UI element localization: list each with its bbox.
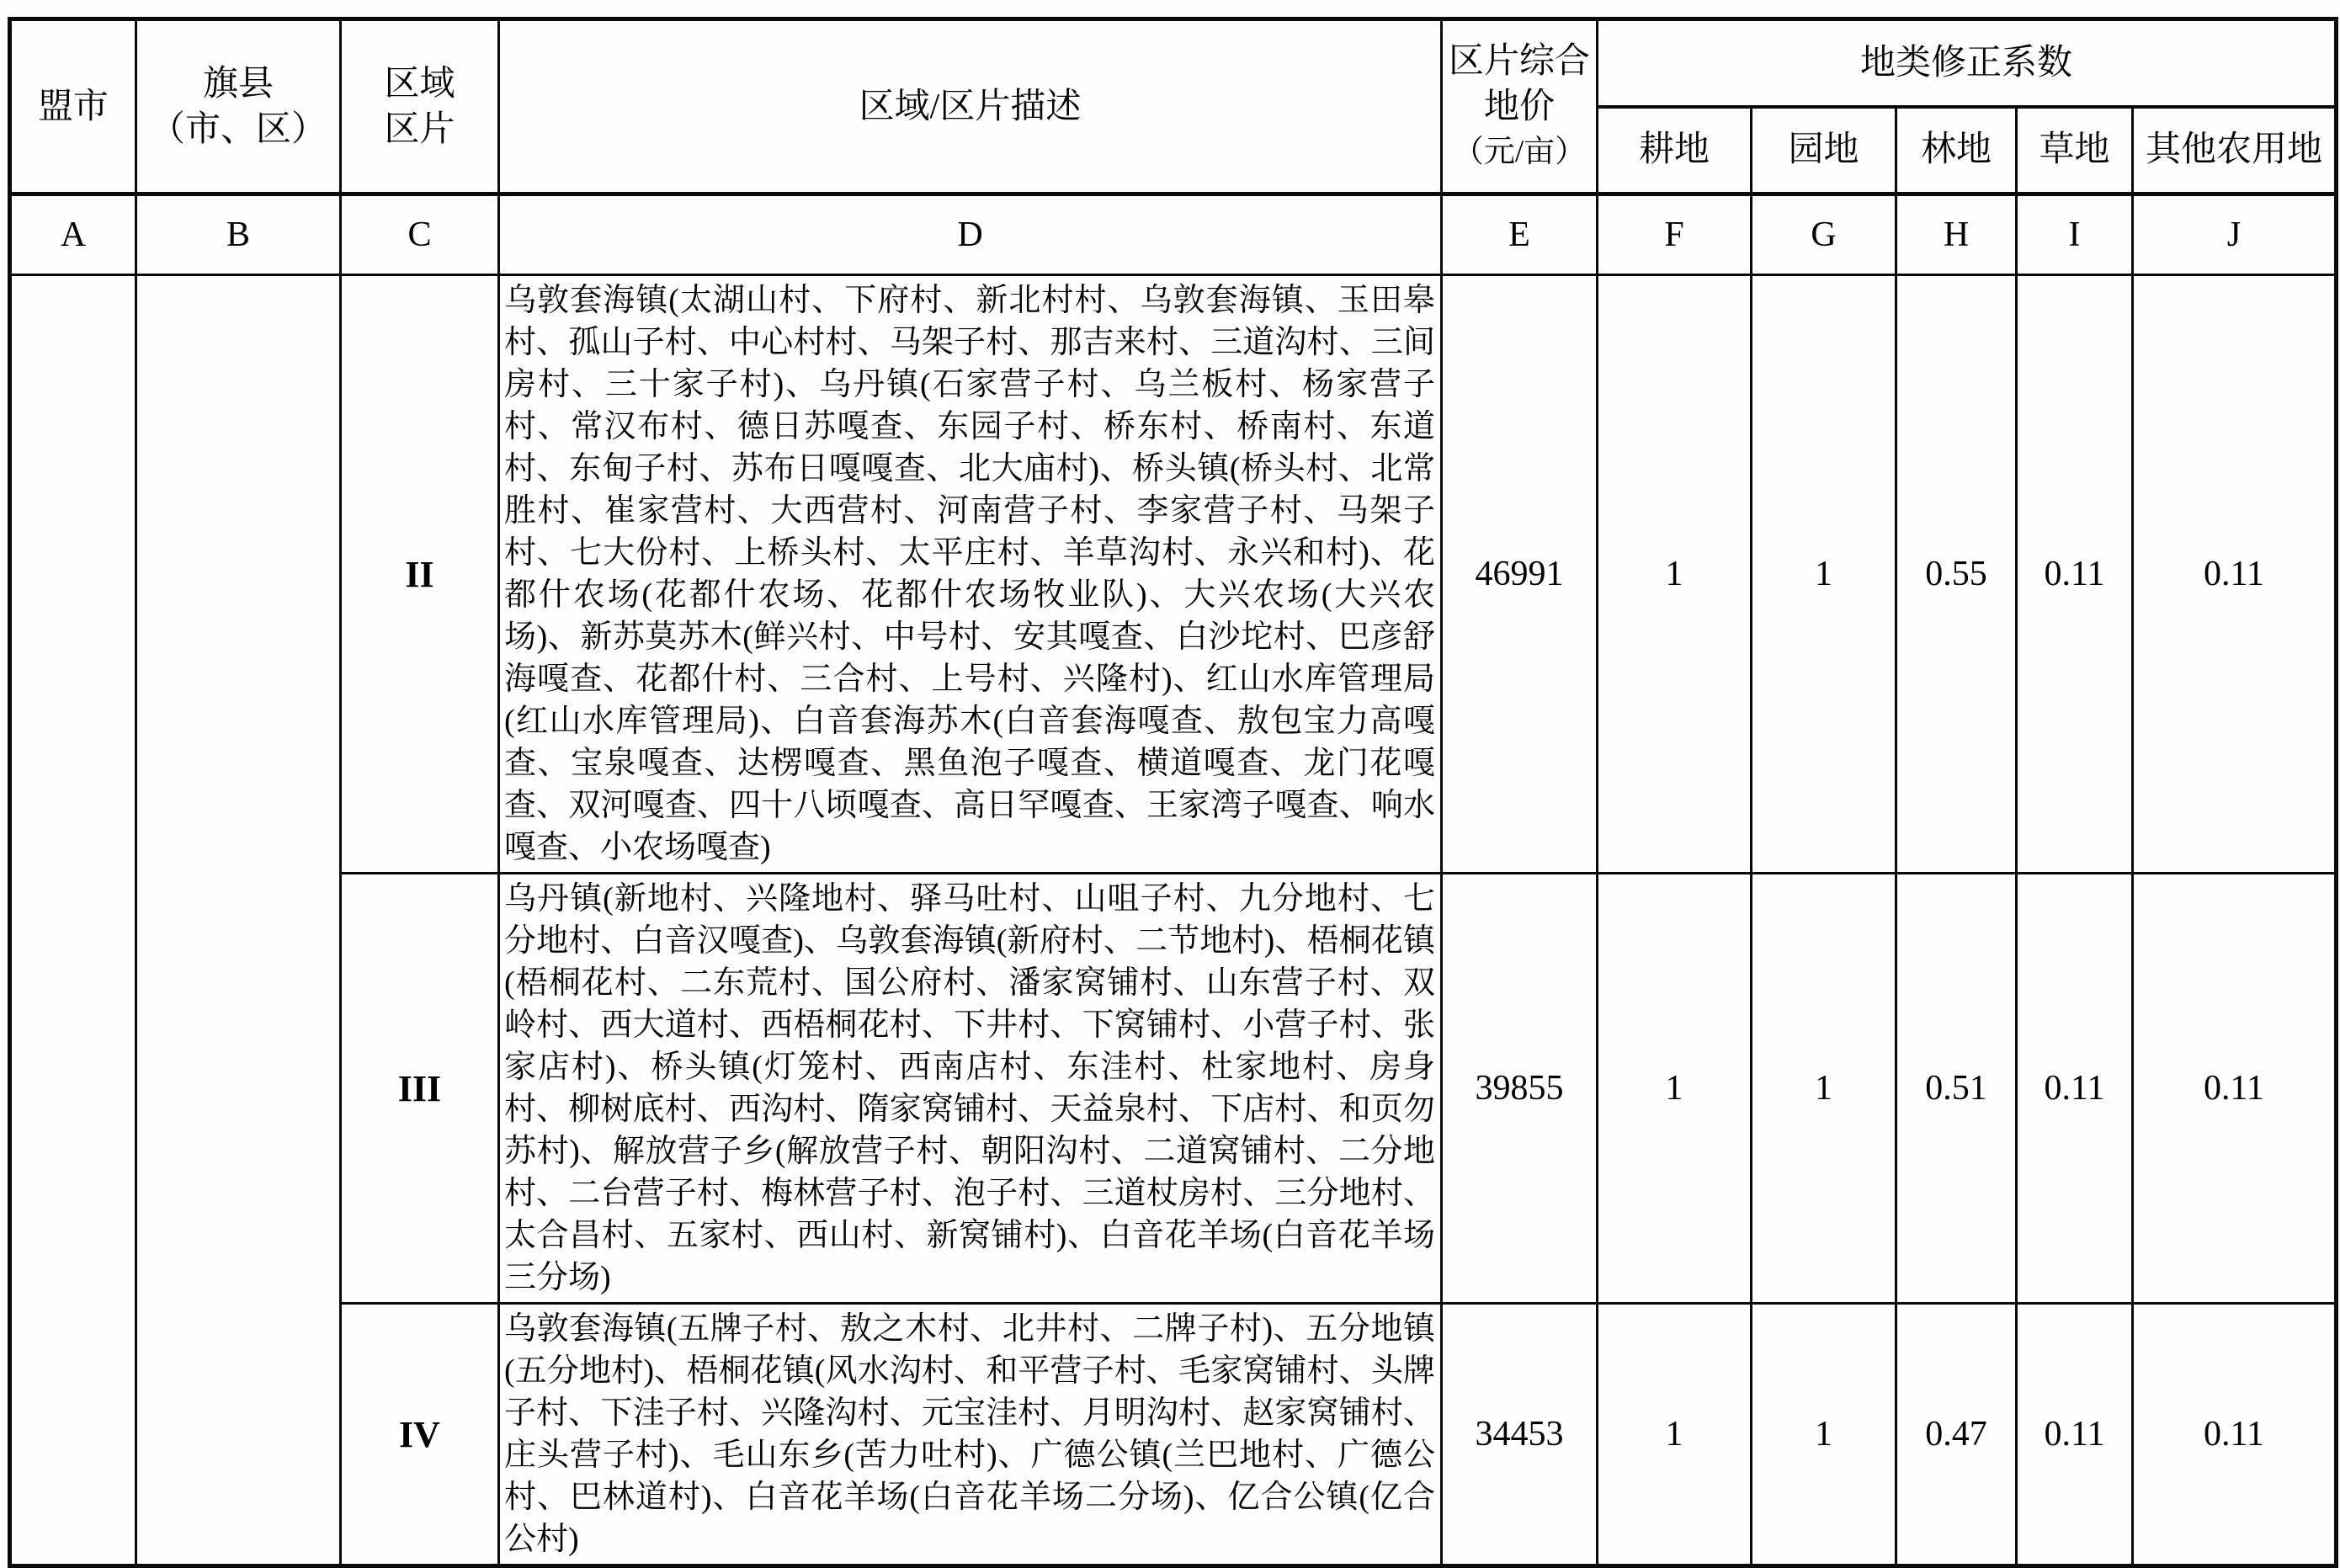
- cell-qixian-empty: [136, 275, 341, 1566]
- header-coef-group: [1598, 19, 2337, 107]
- header-lindi: 林地: [1896, 107, 2017, 194]
- column-letter-j: J: [2133, 194, 2337, 275]
- coef-yuandi-ii: 1: [1752, 275, 1896, 874]
- table-row-zone-iii: [10, 874, 2337, 1304]
- header-qixian: [136, 19, 341, 194]
- zone-description-iv: [499, 1304, 1442, 1566]
- header-description: [499, 19, 1442, 194]
- coef-yuandi-iii: 1: [1752, 874, 1896, 1304]
- header-qixian-line1: 旗县: [202, 64, 274, 104]
- header-price-line1: 区片综合: [1448, 41, 1590, 81]
- coef-gengdi-iv: 1: [1598, 1304, 1752, 1566]
- zone-description-iv-text: 乌敦套海镇(五牌子村、敖之木村、北井村、二牌子村)、五分地镇(五分地村)、梧桐花镇(风水沟村、和平营子村、毛家窝铺村、头牌子村、下洼子村、兴隆沟村、元宝洼村、月明沟村、赵家窝铺村、庄头营子村)、毛山东乡(苦力吐村)、广德公镇(兰巴地村、广德公村、巴林道村)、白音花羊场(白音花羊场二分场)、亿合公镇(亿合公村): [504, 1311, 1435, 1557]
- header-qita-nongyongdi: 其他农用地: [2133, 107, 2337, 194]
- table-row-zone-ii: [10, 275, 2337, 874]
- header-coef-group-label: 地类修正系数: [1859, 43, 2072, 82]
- header-price: [1442, 19, 1598, 194]
- header-quyu-line2: 区片: [384, 109, 455, 149]
- coef-qita-ii: 0.11: [2133, 275, 2337, 874]
- header-description-label: 区域/区片描述: [859, 87, 1082, 126]
- column-letter-e: E: [1442, 194, 1598, 275]
- column-letter-i: I: [2017, 194, 2133, 275]
- cell-mengshi-empty: [10, 275, 136, 1566]
- land-price-table: [8, 17, 2338, 1568]
- header-mengshi: [10, 19, 136, 194]
- price-value-iv: 34453: [1442, 1304, 1598, 1566]
- coef-lindi-iii: 0.51: [1896, 874, 2017, 1304]
- header-price-line3: （元/亩）: [1452, 134, 1587, 169]
- coef-lindi-ii: 0.55: [1896, 275, 2017, 874]
- price-value-iii: 39855: [1442, 874, 1598, 1304]
- zone-description-ii: [499, 275, 1442, 874]
- coef-gengdi-ii: 1: [1598, 275, 1752, 874]
- zone-label-iii: III: [341, 874, 499, 1304]
- price-value-ii: 46991: [1442, 275, 1598, 874]
- header-row-1: [10, 19, 2337, 107]
- column-letter-b: B: [136, 194, 341, 275]
- column-letter-f: F: [1598, 194, 1752, 275]
- zone-label-iv: IV: [341, 1304, 499, 1566]
- table-row-zone-iv: [10, 1304, 2337, 1566]
- header-caodi: 草地: [2017, 107, 2133, 194]
- header-quyu-qupian: [341, 19, 499, 194]
- zone-description-ii-text: 乌敦套海镇(太湖山村、下府村、新北村村、乌敦套海镇、玉田皋村、孤山子村、中心村村、马架子村、那吉来村、三道沟村、三间房村、三十家子村)、乌丹镇(石家营子村、乌兰板村、杨家营子村、常汉布村、德日苏嘎查、东园子村、桥东村、桥南村、东道村、东甸子村、苏布日嘎嘎查、北大庙村)、桥头镇(桥头村、北常胜村、崔家营村、大西营村、河南营子村、李家营子村、马架子村、七大份村、上桥头村、太平庄村、羊草沟村、永兴和村)、花都什农场(花都什农场、花都什农场牧业队)、大兴农场(大兴农场)、新苏莫苏木(鲜兴村、中号村、安其嘎查、白沙坨村、巴彦舒海嘎查、花都什村、三合村、上号村、兴隆村)、红山水库管理局(红山水库管理局)、白音套海苏木(白音套海嘎查、敖包宝力高嘎查、宝泉嘎查、达楞嘎查、黑鱼泡子嘎查、横道嘎查、龙门花嘎查、双河嘎查、四十八顷嘎查、高日罕嘎查、王家湾子嘎查、响水嘎查、小农场嘎查): [504, 283, 1435, 865]
- coef-caodi-ii: 0.11: [2017, 275, 2133, 874]
- column-letter-row: [10, 194, 2337, 275]
- header-qixian-line2: （市、区）: [149, 109, 327, 149]
- header-quyu-line1: 区域: [384, 64, 455, 104]
- header-price-line2: 地价: [1483, 87, 1555, 126]
- zone-description-iii-text: 乌丹镇(新地村、兴隆地村、驿马吐村、山咀子村、九分地村、七分地村、白音汉嘎查)、乌敦套海镇(新府村、二节地村)、梧桐花镇(梧桐花村、二东荒村、国公府村、潘家窝铺村、山东营子村、双岭村、西大道村、西梧桐花村、下井村、下窝铺村、小营子村、张家店村)、桥头镇(灯笼村、西南店村、东洼村、杜家地村、房身村、柳树底村、西沟村、隋家窝铺村、天益泉村、下店村、和页勿苏村)、解放营子乡(解放营子村、朝阳沟村、二道窝铺村、二分地村、二台营子村、梅林营子村、泡子村、三道杖房村、三分地村、太合昌村、五家村、西山村、新窝铺村)、白音花羊场(白音花羊场三分场): [504, 881, 1435, 1295]
- coef-gengdi-iii: 1: [1598, 874, 1752, 1304]
- header-yuandi: 园地: [1752, 107, 1896, 194]
- coef-qita-iv: 0.11: [2133, 1304, 2337, 1566]
- zone-description-iii: [499, 874, 1442, 1304]
- column-letter-d: D: [499, 194, 1442, 275]
- coef-yuandi-iv: 1: [1752, 1304, 1896, 1566]
- coef-caodi-iv: 0.11: [2017, 1304, 2133, 1566]
- header-mengshi-label: 盟市: [37, 87, 109, 126]
- column-letter-h: H: [1896, 194, 2017, 275]
- coef-caodi-iii: 0.11: [2017, 874, 2133, 1304]
- coef-lindi-iv: 0.47: [1896, 1304, 2017, 1566]
- column-letter-g: G: [1752, 194, 1896, 275]
- column-letter-c: C: [341, 194, 499, 275]
- zone-label-ii: II: [341, 275, 499, 874]
- header-gengdi: 耕地: [1598, 107, 1752, 194]
- coef-qita-iii: 0.11: [2133, 874, 2337, 1304]
- column-letter-a: A: [10, 194, 136, 275]
- scanned-document-page: [8, 17, 2338, 1568]
